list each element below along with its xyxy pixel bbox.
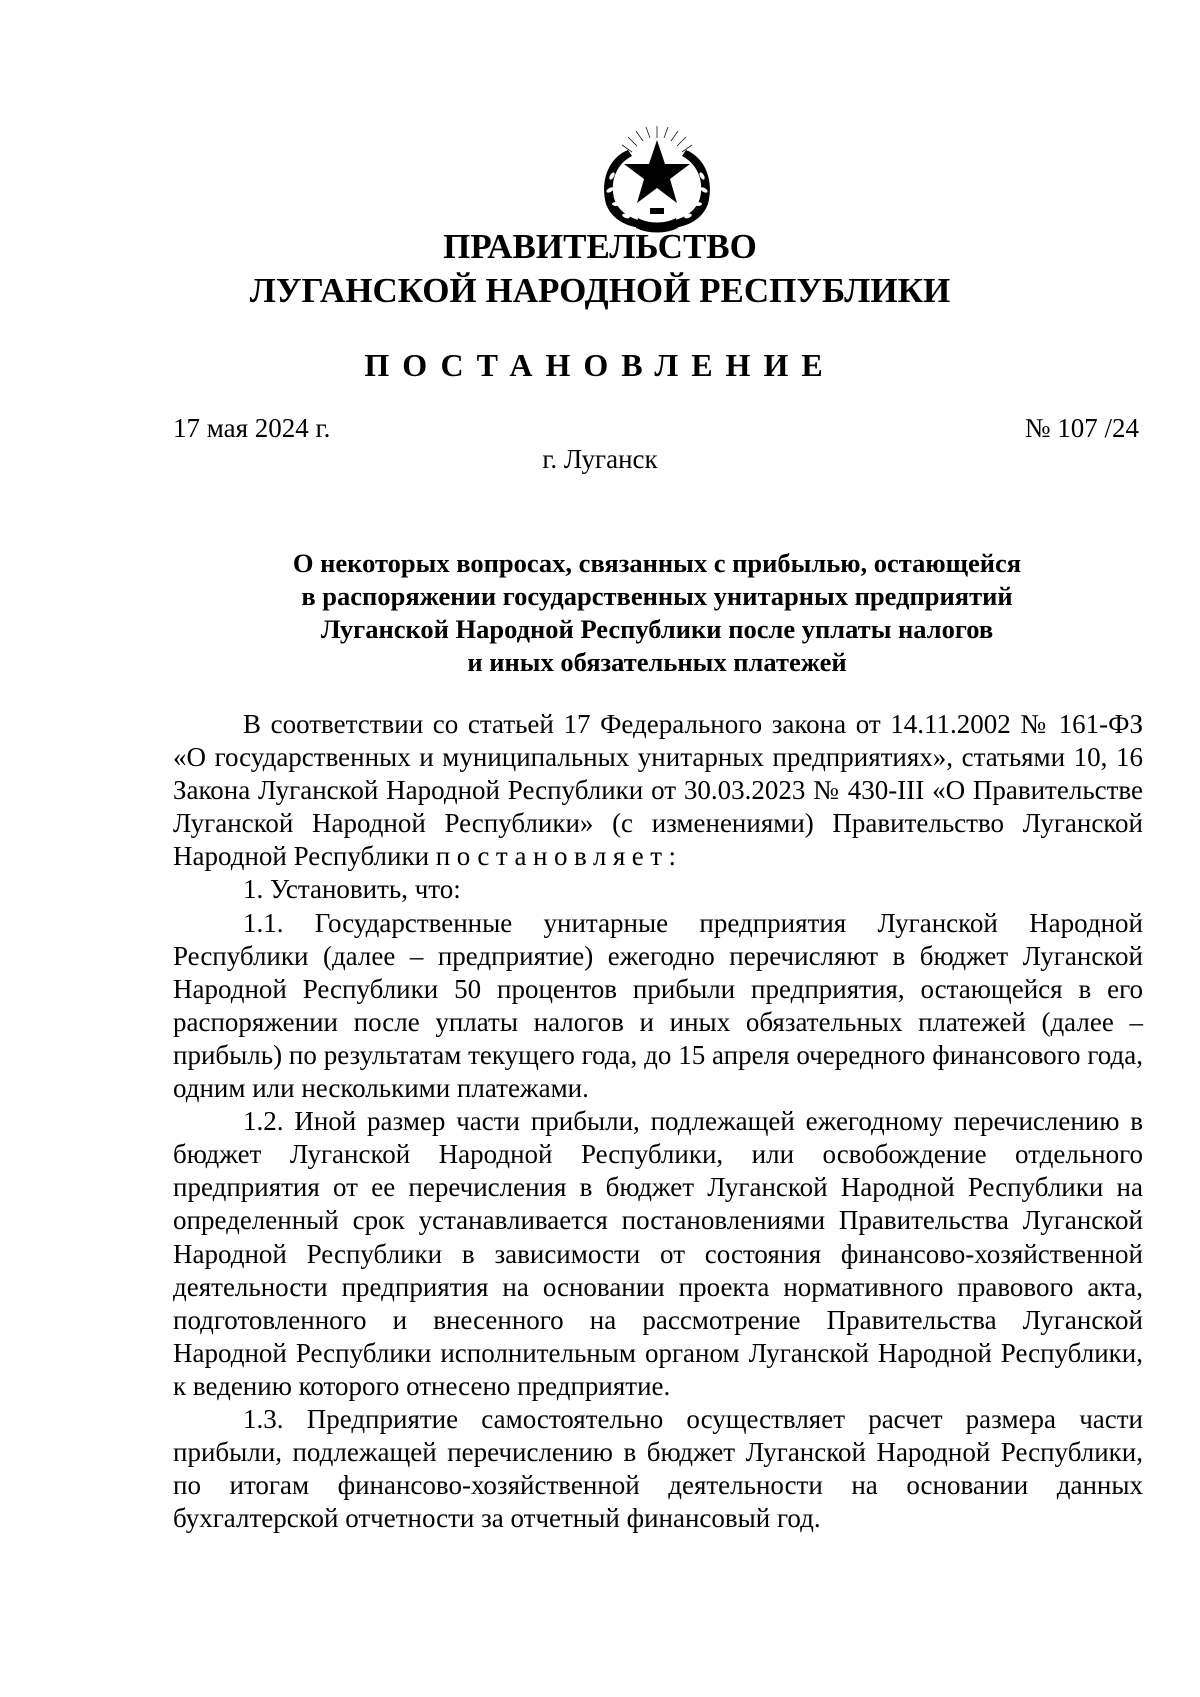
document-date: 17 мая 2024 г. bbox=[173, 413, 331, 443]
item-1: 1. Установить, что: bbox=[243, 874, 461, 905]
preamble-text: В соответствии со статьей 17 Федерального закона от 14.11.2002 № 161-ФЗ «О государственных и муниципальных унитарных предприятиях», статьями 10, 16 Закона Луганской Народной Республики от 30.03.2023 № 430-III «О Правительстве Луганской Народной Республики» (с изменениями) Правительство Луганской Народной Республики bbox=[173, 709, 1143, 872]
government-title-line-2: ЛУГАНСКОЙ НАРОДНОЙ РЕСПУБЛИКИ bbox=[249, 271, 951, 310]
subject-line-3: Луганской Народной Республики после уплаты налогов bbox=[320, 614, 994, 644]
subject-line-2: в распоряжении государственных унитарных предприятий bbox=[301, 581, 1013, 611]
document-subject bbox=[172, 547, 1142, 679]
government-title-line-1: ПРАВИТЕЛЬСТВО bbox=[443, 227, 757, 266]
document-type: ПОСТАНОВЛЕНИЕ bbox=[364, 347, 836, 383]
subject-line-4: и иных обязательных платежей bbox=[467, 647, 847, 677]
item-1-2: 1.2. Иной размер части прибыли, подлежащей ежегодному перечислению в бюджет Луганской Народной Республики, или освобождение отдельного предприятия от ее перечисления в бюджет Луганской Народной Республики на определенный срок устанавливается постановлениями Правительства Луганской Народной Республики в зависимости от состояния финансово-хозяйственной деятельности предприятия на основании проекта нормативного правового акта, подготовленного и внесенного на рассмотрение Правительства Луганской Народной Республики исполнительным органом Луганской Народной Республики, к ведению которого отнесено предприятие. bbox=[173, 1106, 1143, 1401]
resolves-word: постановляет: bbox=[435, 841, 683, 872]
item-1-3: 1.3. Предприятие самостоятельно осуществляет расчет размера части прибыли, подлежащей перечислению в бюджет Луганской Народной Республики, по итогам финансово-хозяйственной деятельности на основании данных бухгалтерской отчетности за отчетный финансовый год. bbox=[173, 1403, 1143, 1534]
document-body bbox=[173, 708, 1143, 1535]
document-city: г. Луганск bbox=[542, 444, 658, 474]
coat-of-arms-icon bbox=[590, 124, 724, 236]
item-1-1: 1.1. Государственные унитарные предприятия Луганской Народной Республики (далее – предприятие) ежегодно перечисляют в бюджет Луганской Народной Республики 50 процентов прибыли предприятия, остающейся в его распоряжении после уплаты налогов и иных обязательных платежей (далее – прибыль) по результатам текущего года, до 15 апреля очередного финансового года, одним или несколькими платежами. bbox=[173, 907, 1143, 1104]
preamble-paragraph bbox=[173, 708, 1143, 873]
government-title bbox=[0, 225, 1200, 313]
document-number: № 107 /24 bbox=[1024, 413, 1139, 443]
subject-line-1: О некоторых вопросах, связанных с прибылью, остающейся bbox=[292, 548, 1022, 578]
